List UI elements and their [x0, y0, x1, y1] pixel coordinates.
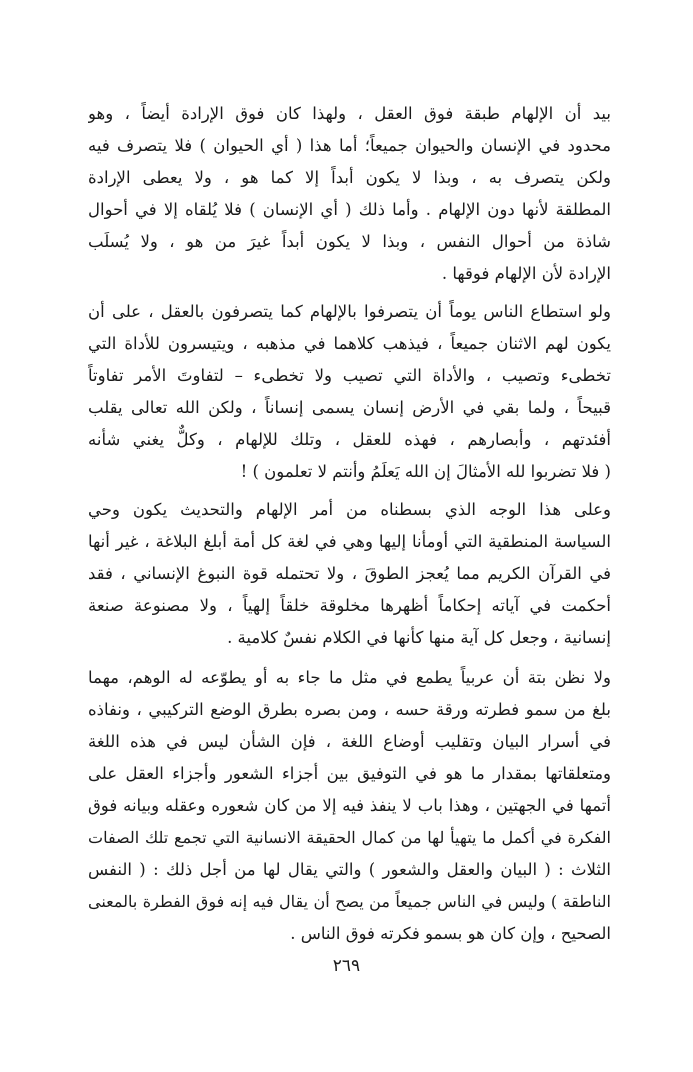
paragraph-2	[88, 296, 611, 488]
book-page	[0, 84, 693, 1072]
text-line: أفئدتهم ، وأبصارهم ، فهذه للعقل ، وتلك للإلهام ، وكلٌّ يغني شأنه	[88, 430, 611, 449]
paragraph-4	[88, 662, 611, 950]
text-line: قبيحاً ، ولما بقي في الأرض إنسان يسمى إنساناً ، ولكن الله تعالى يقلب	[88, 398, 611, 417]
paragraph-3	[88, 494, 611, 654]
text-line: ومتعلقاتها بمقدار ما هو في التوفيق بين أجزاء الشعور وأجزاء العقل على	[88, 764, 611, 783]
text-line: المطلقة لأنها دون الإلهام . وأما ذلك ( أي الإنسان ) فلا يُلقاه إلا في أحوال	[88, 200, 611, 219]
text-line: بيد أن الإلهام طبقة فوق العقل ، ولهذا كان فوق الإرادة أيضاً ، وهو	[88, 104, 611, 123]
text-line: في أسرار البيان وتقليب أوضاع اللغة ، فإن الشأن ليس في هذه اللغة	[88, 732, 611, 751]
text-line: الإرادة لأن الإلهام فوقها .	[441, 264, 611, 283]
text-line: الصحيح ، وإن كان هو بسمو فكرته فوق الناس .	[290, 924, 611, 943]
text-line: ولا نظن بتة أن عربياً يطمع في مثل ما جاء به أو يطوّعه له الوهم، مهما	[88, 668, 611, 687]
text-line: ولكن يتصرف به ، وبذا لا يكون أبداً إلا كما هو ، ولا يعطى الإرادة	[88, 168, 611, 187]
text-line: السياسة المنطقية التي أومأنا إليها وهي في لغة كل أمة أبلغ البلاغة ، غير أنها	[88, 532, 611, 551]
text-line: أتمها في الجهتين ، وهذا باب لا ينفذ فيه إلا من كان شعوره وعقله وبيانه فوق	[88, 796, 611, 815]
paragraph-1	[88, 98, 611, 290]
text-line: في القرآن الكريم مما يُعجز الطوقَ ، ولا تحتمله قوة النبوغ الإنساني ، فقد	[88, 564, 611, 583]
text-line: الثلاث : ( البيان والعقل والشعور ) والتي يقال لها من أجل ذلك : ( النفس	[88, 860, 611, 879]
text-line: يكون لهم الاثنان جميعاً ، فيذهب كلاهما في مذهبه ، ويتيسرون للأداة التي	[88, 334, 611, 353]
text-line: ( فلا تضربوا لله الأمثالَ إن الله يَعلَمُ وأنتم لا تعلمون ) !	[240, 462, 611, 481]
text-line: شاذة من أحوال النفس ، وبذا لا يكون أبداً غيرَ من هو ، ولا يُسلَب	[88, 232, 611, 251]
text-line: الناطقة ) وليس في الناس جميعاً من يصح أن يقال فيه إنه فوق الفطرة بالمعنى	[88, 892, 611, 911]
text-line: الفكرة في أكمل ما يتهيأ لها من كمال الحقيقة الانسانية التي تجمع تلك الصفات	[88, 828, 611, 847]
page-number: ٢٦٩	[332, 956, 361, 976]
text-line: أحكمت في آياته إحكاماً أظهرها مخلوقة خلقاً إلهياً ، ولا مصنوعة صنعة	[88, 596, 611, 615]
text-line: إنسانية ، وجعل كل آية منها كأنها في الكلام نفسٌ كلامية .	[227, 628, 611, 647]
text-line: محدود في الإنسان والحيوان جميعاً؛ أما هذا ( أي الحيوان ) فلا يتصرف فيه	[88, 136, 611, 155]
text-line: وعلى هذا الوجه الذي بسطناه من أمر الإلهام والتحديث يكون وحي	[88, 500, 611, 519]
text-line: ولو استطاع الناس يوماً أن يتصرفوا بالإلهام كما يتصرفون بالعقل ، على أن	[88, 302, 611, 321]
text-line: بلغ من سمو فطرته ورقة حسه ، ومن بصره بطرق الوضع التركيبي ، ونفاذه	[88, 700, 611, 719]
text-line: تخطىء وتصيب ، والأداة التي تصيب ولا تخطىء – لتفاوتَ الأمر تفاوتاً	[88, 366, 611, 385]
